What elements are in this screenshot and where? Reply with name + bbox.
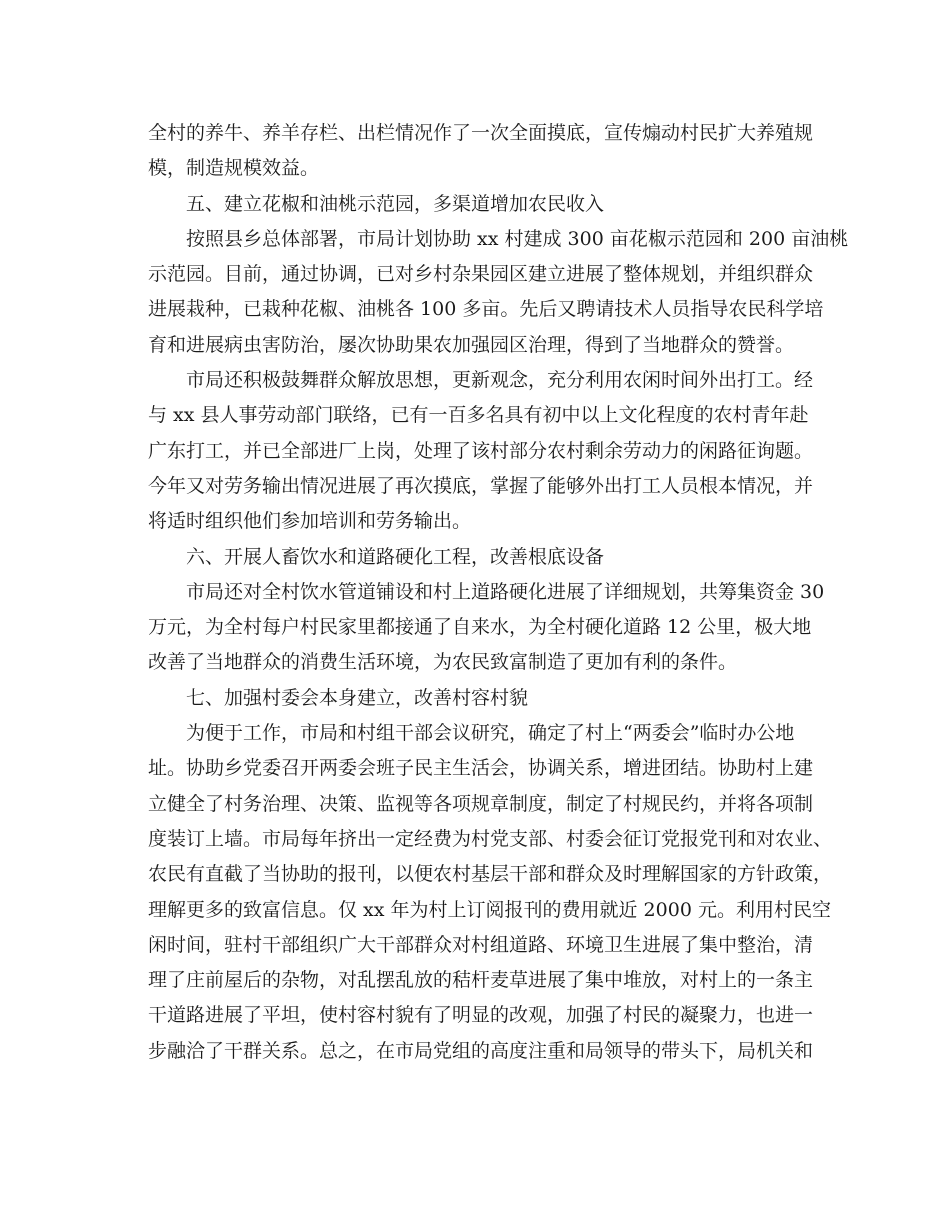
text-line: 市局还对全村饮水管道铺设和村上道路硬化进展了详细规划，共筹集资金 30 (186, 580, 825, 603)
text-line: 示范园。目前，通过协调，已对乡村杂果园区建立进展了整体规划，并组织群众 (148, 263, 814, 286)
text-line: 度装订上墙。市局每年挤出一定经费为村党支部、村委会征订党报党刊和对农业、 (148, 827, 833, 850)
text-line: 改善了当地群众的消费生活环境，为农民致富制造了更加有利的条件。 (148, 651, 738, 674)
text-line: 育和进展病虫害防治，屡次协助果农加强园区治理，得到了当地群众的赞誉。 (148, 333, 795, 356)
text-line: 六、开展人畜饮水和道路硬化工程，改善根底设备 (186, 545, 605, 568)
text-line: 理解更多的致富信息。仅 xx 年为村上订阅报刊的费用就近 2000 元。利用村民空 (148, 898, 831, 921)
text-line: 今年又对劳务输出情况进展了再次摸底，掌握了能够外出打工人员根本情况，并 (148, 474, 814, 497)
text-line: 七、加强村委会本身建立，改善村容村貌 (186, 686, 529, 709)
text-line: 市局还积极鼓舞群众解放思想，更新观念，充分利用农闲时间外出打工。经 (186, 369, 814, 392)
text-line: 农民有直截了当协助的报刊，以便农村基层干部和群众及时理解国家的方针政策， (148, 863, 833, 886)
text-line: 闲时间，驻村干部组织广大干部群众对村组道路、环境卫生进展了集中整治，清 (148, 933, 814, 956)
text-line: 步融洽了干群关系。总之，在市局党组的高度注重和局领导的带头下，局机关和 (148, 1039, 814, 1062)
text-line: 万元，为全村每户村民家里都接通了自来水，为全村硬化道路 12 公里，极大地 (148, 616, 812, 639)
text-line: 址。协助乡党委召开两委会班子民主生活会，协调关系，增进团结。协助村上建 (148, 757, 814, 780)
text-line: 为便于工作，市局和村组干部会议研究，确定了村上“两委会”临时办公地 (186, 722, 795, 745)
text-line: 将适时组织他们参加培训和劳务输出。 (148, 510, 472, 533)
text-line: 全村的养牛、养羊存栏、出栏情况作了一次全面摸底，宣传煽动村民扩大养殖规 (148, 122, 814, 144)
document-body (148, 116, 849, 1069)
text-line: 进展栽种，已栽种花椒、油桃各 100 多亩。先后又聘请技术人员指导农民科学培 (148, 298, 824, 321)
text-line: 立健全了村务治理、决策、监视等各项规章制度，制定了村规民约，并将各项制 (148, 792, 814, 815)
text-line: 与 xx 县人事劳动部门联络，已有一百多名具有初中以上文化程度的农村青年赴 (148, 404, 809, 427)
text-line: 理了庄前屋后的杂物，对乱摆乱放的秸杆麦草进展了集中堆放，对村上的一条主 (148, 969, 814, 992)
text-line: 模，制造规模效益。 (148, 157, 320, 180)
text-line: 干道路进展了平坦，使村容村貌有了明显的改观，加强了村民的凝聚力，也进一 (148, 1004, 814, 1027)
text-line: 广东打工，并已全部进厂上岗，处理了该村部分农村剩余劳动力的闲路征询题。 (148, 439, 814, 462)
text-line: 五、建立花椒和油桃示范园，多渠道增加农民收入 (186, 192, 605, 215)
text-line: 按照县乡总体部署，市局计划协助 xx 村建成 300 亩花椒示范园和 200 亩油桃 (186, 227, 849, 250)
